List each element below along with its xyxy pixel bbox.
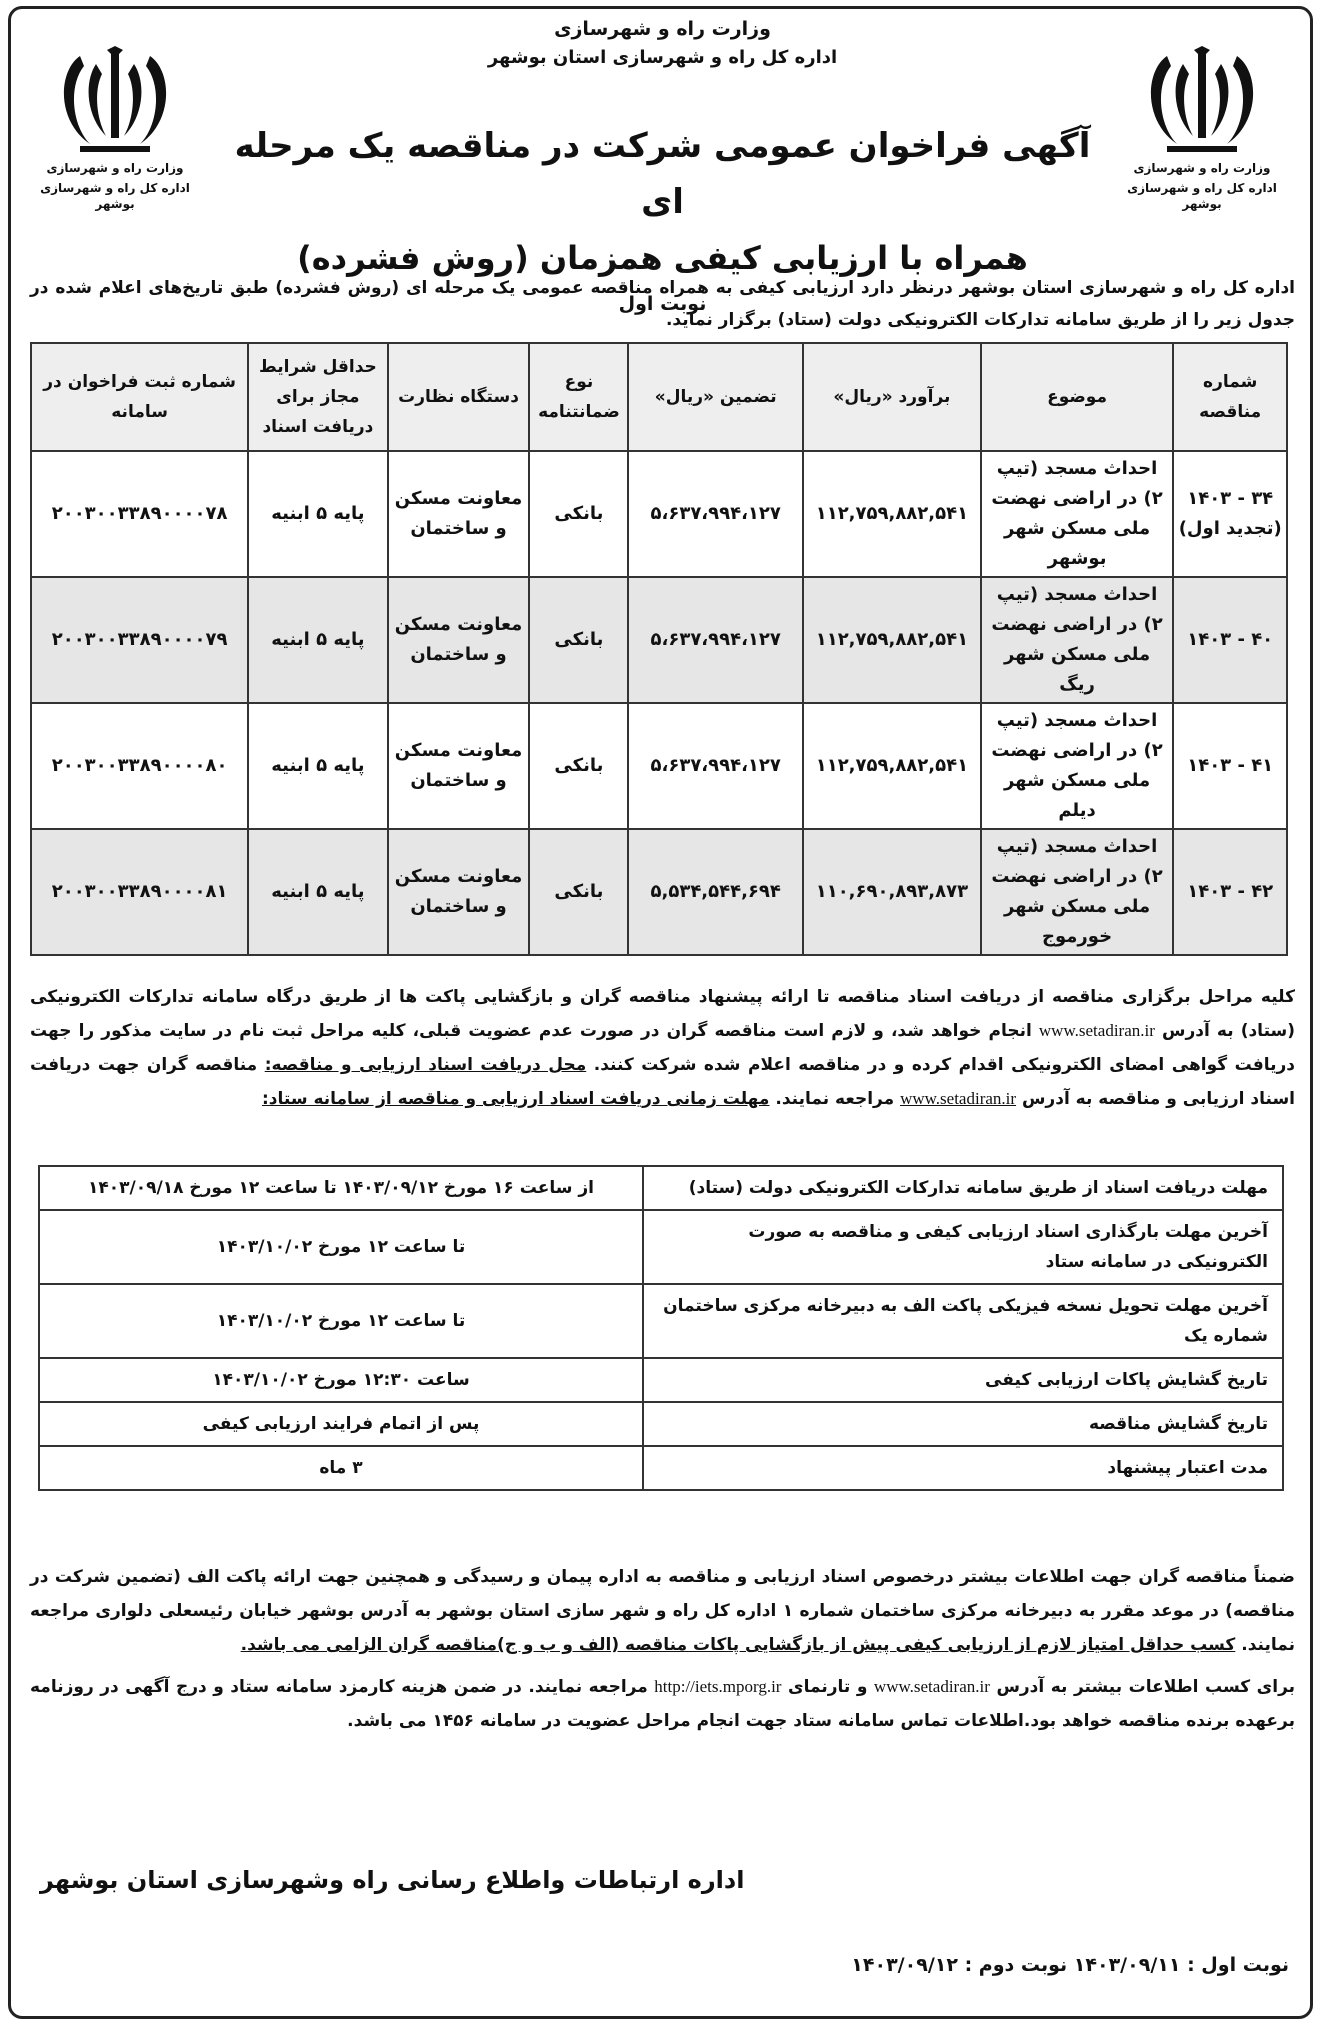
tender-guarantee: ۵،۶۳۷،۹۹۴،۱۲۷ xyxy=(628,577,803,703)
tender-subject: احداث مسجد (تیپ ۲) در اراضی نهضت ملی مسکن شهر بوشهر xyxy=(981,451,1174,577)
emblem-caption-sub: اداره کل راه و شهرسازی بوشهر xyxy=(1127,181,1277,211)
tender-supervisor: معاونت مسکن و ساختمان xyxy=(388,829,530,955)
deadline-label: آخرین مهلت بارگذاری اسناد ارزیابی کیفی و مناقصه به صورت الکترونیکی در سامانه ستاد xyxy=(643,1210,1283,1284)
additional-notes xyxy=(30,1560,1295,1746)
tender-guarantee-type: بانکی xyxy=(529,829,628,955)
tender-subject: احداث مسجد (تیپ ۲) در اراضی نهضت ملی مسکن شهر خورموج xyxy=(981,829,1174,955)
deadline-value: ۳ ماه xyxy=(39,1446,643,1490)
table-row xyxy=(39,1358,1283,1402)
table-row xyxy=(39,1210,1283,1284)
tender-min-qualification: پایه ۵ ابنیه xyxy=(248,703,387,829)
procedure-description xyxy=(30,980,1295,1116)
col-header-estimate: برآورد «ریال» xyxy=(803,343,981,451)
setadiran-link[interactable]: www.setadiran.ir xyxy=(873,1677,990,1696)
office-name: اداره کل راه و شهرسازی استان بوشهر xyxy=(487,47,838,68)
emblem-caption-sub: اداره کل راه و شهرسازی بوشهر xyxy=(40,181,190,211)
col-header-guarantee: تضمین «ریال» xyxy=(628,343,803,451)
ministry-name: وزارت راه و شهرسازی xyxy=(554,18,771,40)
tender-subject: احداث مسجد (تیپ ۲) در اراضی نهضت ملی مسکن شهر ریگ xyxy=(981,577,1174,703)
tender-min-qualification: پایه ۵ ابنیه xyxy=(248,451,387,577)
tender-registration: ۲۰۰۳۰۰۳۳۸۹۰۰۰۰۷۹ xyxy=(31,577,248,703)
tender-number: ۴۲ - ۱۴۰۳ xyxy=(1173,829,1287,955)
tender-estimate: ۱۱۲,۷۵۹,۸۸۲,۵۴۱ xyxy=(803,451,981,577)
ministry-header xyxy=(300,14,1025,72)
desc-text-6: مهلت زمانی دریافت اسناد ارزیابی و مناقصه از سامانه ستاد: xyxy=(261,1089,770,1109)
tender-guarantee: ۵،۶۳۷،۹۹۴،۱۲۷ xyxy=(628,451,803,577)
note-text: و تارنمای xyxy=(788,1677,868,1697)
title-line-2: همراه با ارزیابی کیفی همزمان (روش فشرده) xyxy=(297,239,1028,277)
tender-guarantee: ۵،۶۳۷،۹۹۴،۱۲۷ xyxy=(628,703,803,829)
table-row xyxy=(39,1166,1283,1210)
desc-text-3: محل دریافت اسناد ارزیابی و مناقصه: xyxy=(264,1055,587,1075)
col-header-guarantee-type: نوع ضمانتنامه xyxy=(529,343,628,451)
tender-number: ۳۴ - ۱۴۰۳ (تجدید اول) xyxy=(1173,451,1287,577)
note-text: مراجعه نمایند. در ضمن هزینه کارمزد سامانه ستاد و درج آگهی در روزنامه برعهده برنده مناقصه خواهد بود.اطلاعات تماس سامانه ستاد جهت انجام مراحل عضویت در سامانه ۱۴۵۶ می باشد. xyxy=(30,1677,1295,1731)
iran-emblem-icon xyxy=(50,46,180,156)
tender-guarantee-type: بانکی xyxy=(529,451,628,577)
note-paragraph xyxy=(30,1560,1295,1662)
note-text: ضمناً مناقصه گران جهت اطلاعات بیشتر درخصوص اسناد ارزیابی و مناقصه به اداره پیمان و رسیدگی و همچنین جهت ارائه پاکت الف (تضمین شرکت در مناقصه) در موعد مقرر به دبیرخانه مرکزی ساختمان شماره ۱ اداره کل راه و شهر سازی استان بوشهر به آدرس بوشهر خیابان رئیسعلی دلواری مراجعه نمایند. xyxy=(30,1567,1295,1655)
col-header-supervisor: دستگاه نظارت xyxy=(388,343,530,451)
table-row xyxy=(39,1402,1283,1446)
deadlines-table xyxy=(38,1165,1284,1491)
col-header-subject: موضوع xyxy=(981,343,1174,451)
setadiran-link[interactable]: www.setadiran.ir xyxy=(900,1089,1017,1108)
table-row xyxy=(31,451,1287,577)
tender-min-qualification: پایه ۵ ابنیه xyxy=(248,829,387,955)
publication-schedule: نوبت اول : ۱۴۰۳/۰۹/۱۱ نوبت دوم : ۱۴۰۳/۰۹/۱۲ xyxy=(851,1954,1289,1976)
col-header-min-qualification: حداقل شرایط مجاز برای دریافت اسناد xyxy=(248,343,387,451)
tender-registration: ۲۰۰۳۰۰۳۳۸۹۰۰۰۰۸۰ xyxy=(31,703,248,829)
tender-supervisor: معاونت مسکن و ساختمان xyxy=(388,451,530,577)
tender-guarantee: ۵,۵۳۴,۵۴۴,۶۹۴ xyxy=(628,829,803,955)
table-row xyxy=(31,577,1287,703)
emblem-caption: وزارت راه و شهرسازی xyxy=(46,161,184,175)
tender-guarantee-type: بانکی xyxy=(529,577,628,703)
deadline-value: ساعت ۱۲:۳۰ مورخ ۱۴۰۳/۱۰/۰۲ xyxy=(39,1358,643,1402)
table-row xyxy=(31,829,1287,955)
deadline-label: آخرین مهلت تحویل نسخه فیزیکی پاکت الف به دبیرخانه مرکزی ساختمان شماره یک xyxy=(643,1284,1283,1358)
publication-round: نوبت اول xyxy=(618,293,707,315)
tender-supervisor: معاونت مسکن و ساختمان xyxy=(388,577,530,703)
deadline-value: پس از اتمام فرایند ارزیابی کیفی xyxy=(39,1402,643,1446)
col-header-number: شماره مناقصه xyxy=(1173,343,1287,451)
setadiran-link[interactable]: www.setadiran.ir xyxy=(1038,1021,1155,1040)
deadline-value: از ساعت ۱۶ مورخ ۱۴۰۳/۰۹/۱۲ تا ساعت ۱۲ مورخ ۱۴۰۳/۰۹/۱۸ xyxy=(39,1166,643,1210)
emblem-caption: وزارت راه و شهرسازی xyxy=(1133,161,1271,175)
deadline-label: تاریخ گشایش پاکات ارزیابی کیفی xyxy=(643,1358,1283,1402)
table-row xyxy=(31,703,1287,829)
tender-estimate: ۱۱۲,۷۵۹,۸۸۲,۵۴۱ xyxy=(803,703,981,829)
tenders-table xyxy=(30,342,1288,956)
desc-text-2: انجام خواهد شد، و لازم است مناقصه گران در صورت عدم عضویت قبلی، کلیه مراحل ثبت نام در سایت مذکور را جهت دریافت گواهی امضای الکترونیکی اقدام کرده و در مناقصه اعلام شده شرکت کنند. xyxy=(30,1021,1296,1075)
iets-link[interactable]: http://iets.mporg.ir xyxy=(654,1677,782,1696)
tender-subject: احداث مسجد (تیپ ۲) در اراضی نهضت ملی مسکن شهر دیلم xyxy=(981,703,1174,829)
emblem-left xyxy=(30,46,200,226)
note-text-underlined: کسب حداقل امتیاز لازم از ارزیابی کیفی پیش از بازگشایی پاکات مناقصه (الف و ب و ج)مناقصه گران الزامی می باشد. xyxy=(240,1635,1236,1655)
table-row xyxy=(39,1446,1283,1490)
deadline-value: تا ساعت ۱۲ مورخ ۱۴۰۳/۱۰/۰۲ xyxy=(39,1210,643,1284)
col-header-registration: شماره ثبت فراخوان در سامانه xyxy=(31,343,248,451)
deadline-label: تاریخ گشایش مناقصه xyxy=(643,1402,1283,1446)
tender-number: ۴۱ - ۱۴۰۳ xyxy=(1173,703,1287,829)
issuing-office: اداره ارتباطات واطلاع رسانی راه وشهرسازی استان بوشهر xyxy=(40,1866,745,1894)
desc-text-4: مناقصه گران جهت دریافت اسناد ارزیابی و مناقصه به آدرس xyxy=(30,1055,1295,1109)
deadline-label: مهلت دریافت اسناد از طریق سامانه تدارکات الکترونیکی دولت (ستاد) xyxy=(643,1166,1283,1210)
iran-emblem-icon xyxy=(1137,46,1267,156)
tender-guarantee-type: بانکی xyxy=(529,703,628,829)
note-text: برای کسب اطلاعات بیشتر به آدرس xyxy=(996,1677,1296,1697)
tender-registration: ۲۰۰۳۰۰۳۳۸۹۰۰۰۰۷۸ xyxy=(31,451,248,577)
emblem-right xyxy=(1117,46,1287,226)
tender-estimate: ۱۱۰,۶۹۰,۸۹۳,۸۷۳ xyxy=(803,829,981,955)
tender-estimate: ۱۱۲,۷۵۹,۸۸۲,۵۴۱ xyxy=(803,577,981,703)
title-line-1: آگهی فراخوان عمومی شرکت در مناقصه یک مرحله ای xyxy=(234,126,1091,222)
tender-registration: ۲۰۰۳۰۰۳۳۸۹۰۰۰۰۸۱ xyxy=(31,829,248,955)
note-paragraph xyxy=(30,1670,1295,1738)
tender-supervisor: معاونت مسکن و ساختمان xyxy=(388,703,530,829)
tender-min-qualification: پایه ۵ ابنیه xyxy=(248,577,387,703)
tenders-table-header xyxy=(31,343,1287,451)
intro-paragraph: اداره کل راه و شهرسازی استان بوشهر درنظر دارد ارزیابی کیفی به همراه مناقصه عمومی یک مرحله ای (روش فشرده) طبق تاریخ‌های اعلام شده در جدول زیر را از طریق سامانه تدارکات الکترونیکی دولت (ستاد) برگزار نماید. xyxy=(30,278,1295,330)
deadline-value: تا ساعت ۱۲ مورخ ۱۴۰۳/۱۰/۰۲ xyxy=(39,1284,643,1358)
desc-text-1: کلیه مراحل برگزاری مناقصه از دریافت اسناد مناقصه تا ارائه پیشنهاد مناقصه گران و بازگشایی پاکت ها از طریق درگاه سامانه تدارکات الکترونیکی (ستاد) به آدرس xyxy=(30,987,1295,1041)
desc-text-5: مراجعه نمایند. xyxy=(775,1089,895,1109)
table-row xyxy=(39,1284,1283,1358)
tender-number: ۴۰ - ۱۴۰۳ xyxy=(1173,577,1287,703)
deadline-label: مدت اعتبار پیشنهاد xyxy=(643,1446,1283,1490)
